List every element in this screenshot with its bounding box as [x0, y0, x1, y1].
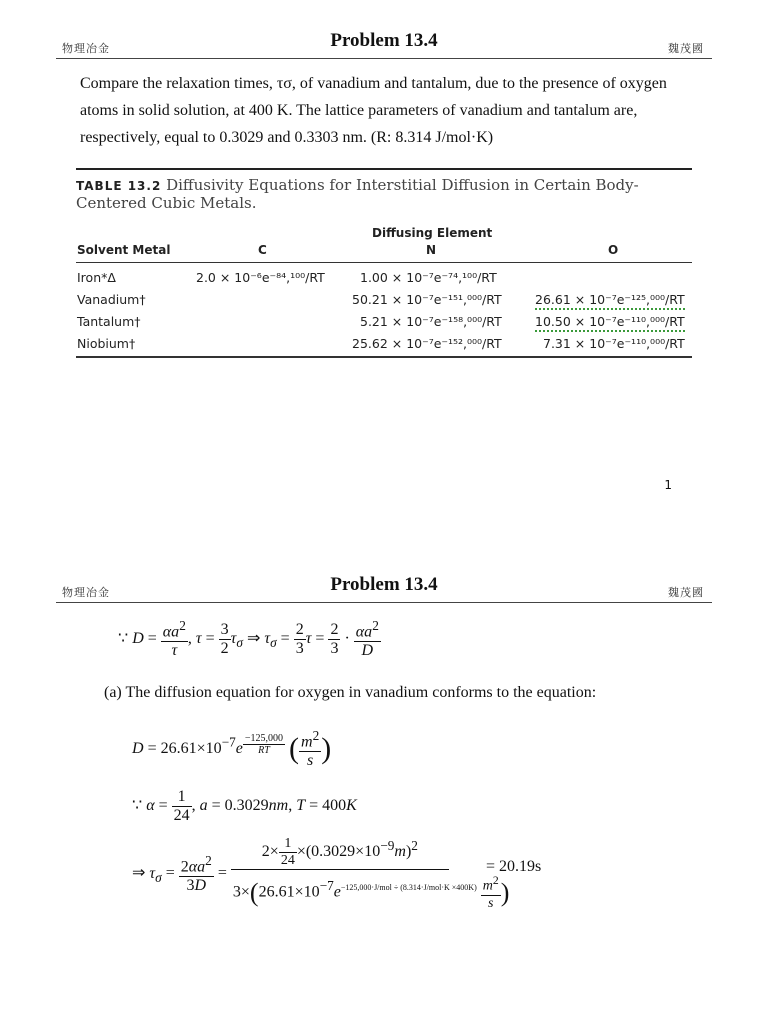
- cell-o-highlighted: 26.61 × 10⁻⁷e⁻¹²⁵,⁰⁰⁰/RT: [535, 292, 685, 310]
- header-course: 物理冶金: [62, 586, 110, 599]
- header-course: 物理冶金: [62, 42, 110, 55]
- page-number: 1: [664, 478, 672, 492]
- page-2: [0, 512, 768, 1024]
- col-header-c: C: [258, 243, 267, 257]
- cell-n: 50.21 × 10⁻⁷e⁻¹⁵¹,⁰⁰⁰/RT: [352, 292, 502, 307]
- cell-n: 1.00 × 10⁻⁷e⁻⁷⁴,¹⁰⁰/RT: [360, 270, 497, 285]
- row-metal: Iron*Δ: [77, 270, 116, 285]
- row-metal: Vanadium†: [77, 292, 146, 307]
- given-values: ∵ α = $\frac{1}{24}$ , a = 0.3029nm, T = 400K: [132, 788, 357, 824]
- relaxation-formula: ∵ D = $\frac{\alpha a^2}{\tau}$ , τ = $\frac{3}{2}$ $\tau_\sigma$ ⇒ $\tau_\sigma$ = $\frac{2}{3}$ τ = $\frac{2}{3}$ · $\frac{\alpha a^2}{D}$: [118, 618, 379, 660]
- cell-c: 2.0 × 10⁻⁶e⁻⁸⁴,¹⁰⁰/RT: [196, 270, 325, 285]
- cell-o-highlighted: 10.50 × 10⁻⁷e⁻¹¹⁰,⁰⁰⁰/RT: [535, 314, 685, 332]
- page-title: Problem 13.4: [330, 30, 438, 51]
- header-author: 魏茂國: [668, 586, 704, 599]
- header-rule: [56, 58, 712, 59]
- group-header: Diffusing Element: [372, 226, 493, 240]
- cell-n: 5.21 × 10⁻⁷e⁻¹⁵⁸,⁰⁰⁰/RT: [360, 314, 502, 329]
- part-a-text: (a) The diffusion equation for oxygen in vanadium conforms to the equation:: [104, 684, 597, 701]
- table-label: TABLE 13.2: [76, 179, 162, 193]
- header-rule: [56, 602, 712, 603]
- table-header-rule: [76, 262, 692, 263]
- table-caption-text: Diffusivity Equations for Interstitial Diffusion in Certain Body-Centered Cubic Metals.: [76, 176, 639, 212]
- col-header-metal: Solvent Metal: [77, 243, 171, 257]
- tau-calculation: ⇒ $\tau_\sigma$ = $\frac{2\alpha a^2}{3D}$ = 2× $\frac{1}{24}$ $\times(0.3029\times 10^{-9}m)^2$ $3\times(26.61\times 10^{-7}e^{-125,000\cdot J/mol \div (8.314\cdot J/mol\cdot K \times 400K)}$ $\frac{m^2}{s}$ ): [132, 836, 510, 911]
- col-header-n: N: [426, 243, 437, 257]
- problem-statement: Compare the relaxation times, τσ, of vanadium and tantalum, due to the presence of oxygen atoms in solid solution, at 400 K. The lattice parameters of vanadium and tantalum are, respectively, equal to 0.3029 and 0.3303 nm. (R: 8.314 J/mol·K): [80, 75, 667, 146]
- page-title: Problem 13.4: [330, 574, 438, 595]
- row-metal: Niobium†: [77, 336, 136, 351]
- cell-n: 25.62 × 10⁻⁷e⁻¹⁵²,⁰⁰⁰/RT: [352, 336, 502, 351]
- tau-result: = 20.19s: [486, 858, 542, 875]
- diffusion-equation: $D = 26.61\times 10^{-7}e$ $^{\frac{-125,000}{RT}}$ ( $\frac{m^2}{s}$ ): [132, 728, 332, 770]
- col-header-o: O: [608, 243, 619, 257]
- cell-o: 7.31 × 10⁻⁷e⁻¹¹⁰,⁰⁰⁰/RT: [543, 336, 685, 351]
- table-caption: [76, 177, 692, 212]
- row-metal: Tantalum†: [77, 314, 141, 329]
- table-top-rule: [76, 168, 692, 170]
- table-bottom-rule: [76, 356, 692, 358]
- header-author: 魏茂國: [668, 42, 704, 55]
